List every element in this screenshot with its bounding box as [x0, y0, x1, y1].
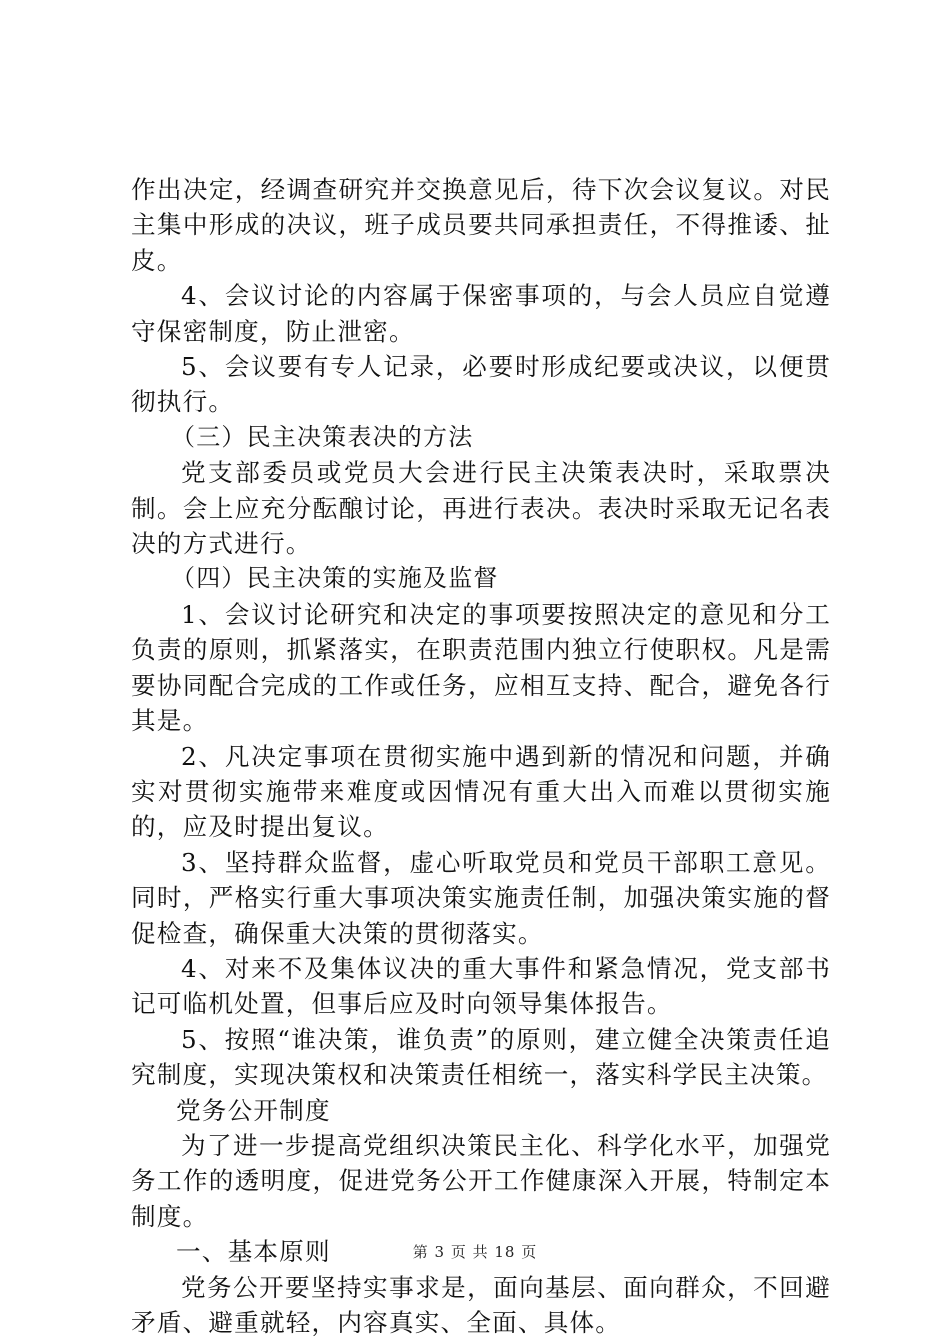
paragraph-impl-5: 5、按照“谁决策，谁负责”的原则，建立健全决策责任追究制度，实现决策权和决策责任相统一，落实科学民主决策。 — [131, 1024, 831, 1090]
section-heading-4: （四）民主决策的实施及监督 — [171, 564, 499, 593]
section-heading-3: （三）民主决策表决的方法 — [171, 422, 474, 451]
paragraph-impl-3: 3、坚持群众监督，虚心听取党员和党员干部职工意见。同时，严格实行重大事项决策实施责任制，加强决策实施的督促检查，确保重大决策的贯彻落实。 — [131, 847, 831, 948]
document-body — [131, 172, 831, 1340]
section-title-party-affairs: 党务公开制度 — [176, 1095, 331, 1125]
page-footer: 第 3 页 共 18 页 — [412, 1243, 538, 1261]
paragraph-intro: 为了进一步提高党组织决策民主化、科学化水平，加强党务工作的透明度，促进党务公开工作健康深入开展，特制定本制度。 — [131, 1130, 831, 1231]
paragraph-item-4: 4、会议讨论的内容属于保密事项的，与会人员应自觉遵守保密制度，防止泄密。 — [131, 281, 831, 346]
paragraph-principles: 党务公开要坚持实事求是，面向基层、面向群众，不回避矛盾、避重就轻，内容真实、全面、具体。 — [131, 1272, 831, 1337]
section-heading-basic-principles: 一、基本原则 — [176, 1237, 331, 1267]
paragraph-voting-method: 党支部委员或党员大会进行民主决策表决时，采取票决制。会上应充分酝酿讨论，再进行表决。表决时采取无记名表决的方式进行。 — [131, 458, 831, 559]
paragraph-continuation: 作出决定，经调查研究并交换意见后，待下次会议复议。对民主集中形成的决议，班子成员要共同承担责任，不得推诿、扯皮。 — [131, 175, 831, 275]
paragraph-impl-4: 4、对来不及集体议决的重大事件和紧急情况，党支部书记可临机处置，但事后应及时向领导集体报告。 — [131, 953, 831, 1019]
paragraph-item-5: 5、会议要有专人记录，必要时形成纪要或决议，以便贯彻执行。 — [131, 352, 831, 417]
paragraph-impl-2: 2、凡决定事项在贯彻实施中遇到新的情况和问题，并确实对贯彻实施带来难度或因情况有重大出入而难以贯彻实施的，应及时提出复议。 — [131, 741, 831, 842]
paragraph-impl-1: 1、会议讨论研究和决定的事项要按照决定的意见和分工负责的原则，抓紧落实，在职责范围内独立行使职权。凡是需要协同配合完成的工作或任务，应相互支持、配合，避免各行其是。 — [131, 599, 831, 736]
